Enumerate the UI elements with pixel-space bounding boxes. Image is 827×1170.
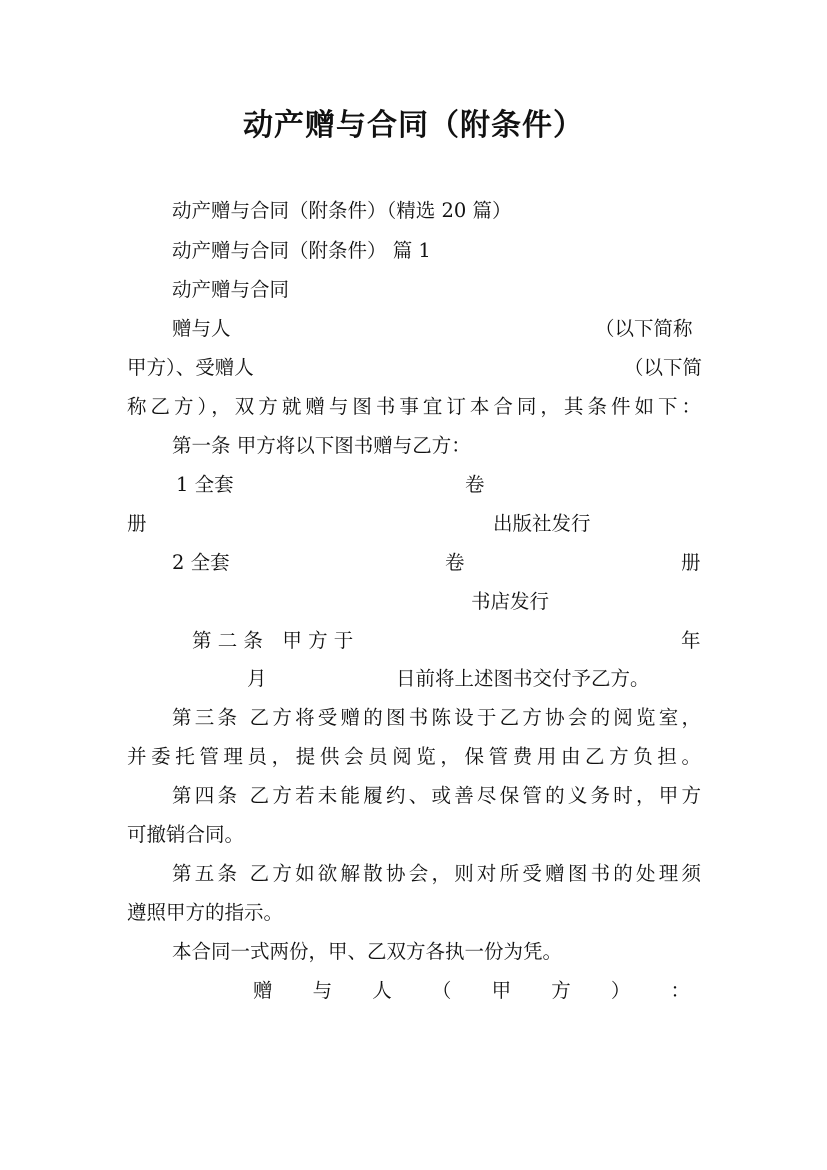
recipient-line-a: 甲方）、受赠人 — [127, 356, 254, 379]
heading-selected: 动产赠与合同（附条件）（精选 20 篇） — [172, 199, 512, 222]
item-2-volume: 卷 — [445, 551, 465, 574]
clause-2-end: 日前将上述图书交付予乙方。 — [396, 667, 650, 690]
intro-line: 称乙方），双方就赠与图书事宜订本合同，其条件如下： — [127, 395, 701, 418]
clause-2-start: 第 二 条 甲 方 于 — [192, 629, 354, 652]
donor-label: 赠与人 — [172, 317, 231, 340]
sign-char: 与 — [312, 979, 333, 1002]
sign-char: 方 — [551, 979, 571, 1002]
item-2-bookstore: 书店发行 — [471, 590, 550, 613]
clause-3-line-2: 并委托管理员，提供会员阅览，保管费用由乙方负担。 — [127, 745, 701, 768]
heading-contract: 动产赠与合同 — [172, 278, 290, 301]
copies-statement: 本合同一式两份，甲、乙双方各执一份为凭。 — [172, 940, 563, 963]
document-title: 动产赠与合同（附条件） — [243, 108, 584, 143]
item-1-copies: 册 — [127, 512, 147, 535]
clause-3-line-1: 第三条 乙方将受赠的图书陈设于乙方协会的阅览室， — [172, 706, 701, 729]
sign-char: （ — [431, 979, 452, 1002]
recipient-line-b: （以下简 — [624, 356, 703, 379]
clause-4-line-2: 可撤销合同。 — [127, 823, 245, 846]
item-1-volume: 卷 — [465, 473, 485, 496]
clause-1-title: 第一条 甲方将以下图书赠与乙方： — [172, 434, 471, 457]
clause-5-line-1: 第五条 乙方如欲解散协会，则对所受赠图书的处理须 — [172, 862, 701, 885]
clause-2-month: 月 — [247, 667, 267, 690]
clause-5-line-2: 遵照甲方的指示。 — [127, 901, 284, 924]
item-2-set: 2 全套 — [172, 551, 230, 574]
sign-char: 赠 — [253, 979, 273, 1002]
item-2-copies: 册 — [681, 551, 701, 574]
sign-char: 甲 — [491, 979, 512, 1002]
clause-4-line-1: 第四条 乙方若未能履约、或善尽保管的义务时，甲方 — [172, 784, 701, 807]
sign-char: ： — [670, 979, 690, 1002]
sign-char: ） — [610, 979, 631, 1002]
sign-char: 人 — [372, 979, 392, 1002]
signature-donor-line — [253, 978, 690, 1004]
donor-suffix: （以下简称 — [595, 317, 693, 340]
item-1-publisher: 出版社发行 — [493, 512, 591, 535]
clause-2-year: 年 — [681, 629, 701, 652]
item-1-set: 1 全套 — [176, 473, 234, 496]
heading-article: 动产赠与合同（附条件） 篇 1 — [172, 239, 431, 262]
